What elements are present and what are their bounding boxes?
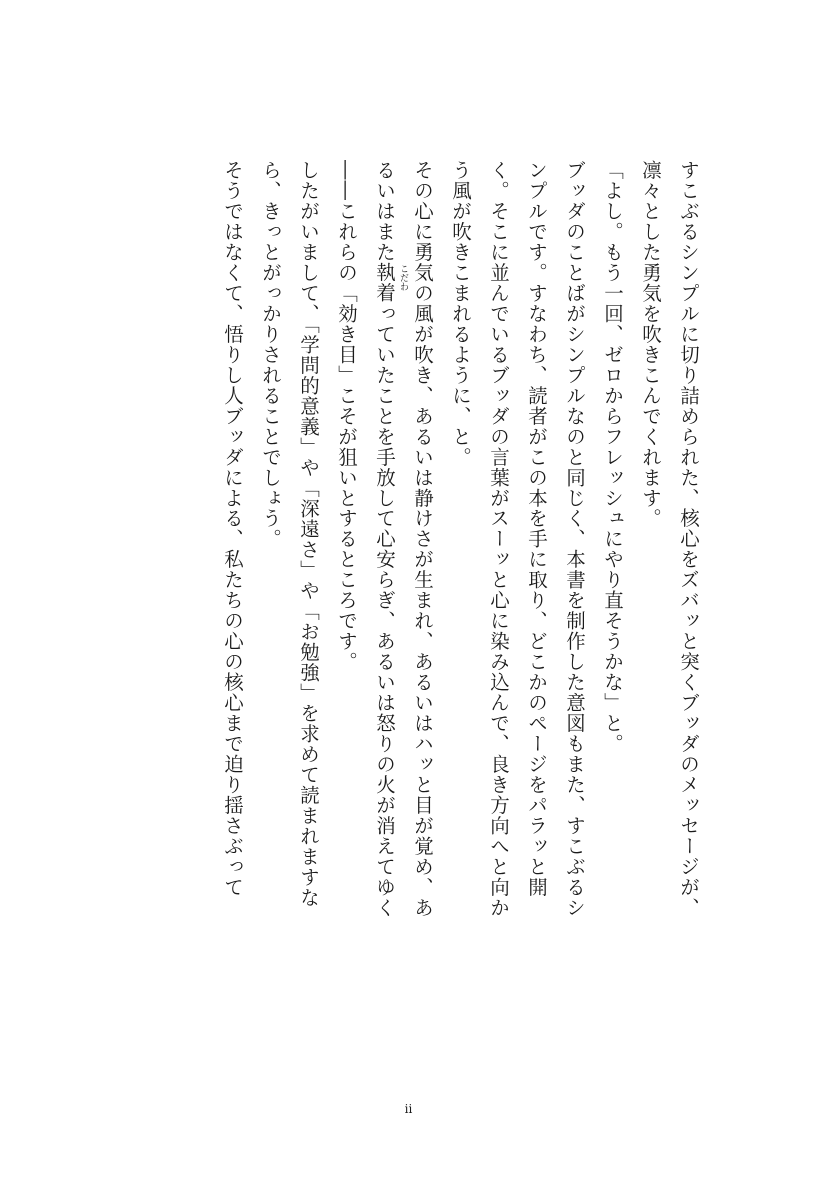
paragraph-3: ブッダのことばがシンプルなのと同じく、本書を制作した意図もまた、すこぶるシンプルです。すなわち、読者がこの本を手に取り、どこかのページをパラッと開く。そこに並んでいるブッダの言葉がスーッと心に染み込んで、良き方向へと向かう風が吹きこまれるように、と。 (449, 160, 586, 918)
paragraph-6: そうではなくて、悟りし人ブッダによる、私たちの心の核心まで迫り揺さぶって (221, 160, 244, 898)
ruby-base: 執着 (373, 262, 396, 304)
paragraph-2: 「よし。もう一回、ゼロからフレッシュにやり直そうかな」と。 (601, 160, 624, 754)
paragraph-4 (327, 160, 441, 920)
body-text (213, 160, 707, 920)
paragraph-4-part-2: っていたことを手放して心安らぎ、あるいは怒りの火が消えてゆく――これらの「効き目」こそが狙いとするところです。 (335, 160, 396, 918)
paragraph-4-part-1: その心に勇気の風が吹き、あるいは静けさが生まれ、あるいはハッと目が覚め、あるいはまた (373, 160, 434, 918)
page-number: ii (404, 1102, 413, 1116)
ruby-word (373, 262, 408, 304)
paragraph-5: したがいまして、「学問的意義」や「深遠さ」や「お勉強」を求めて読まれますなら、きっとがっかりされることでしょう。 (259, 160, 320, 908)
paragraph-1: すこぶるシンプルに切り詰められた、核心をズバッと突くブッダのメッセージが、凛々とした勇気を吹きこんでくれます。 (639, 160, 700, 918)
ruby-reading: こだわ (398, 264, 408, 292)
